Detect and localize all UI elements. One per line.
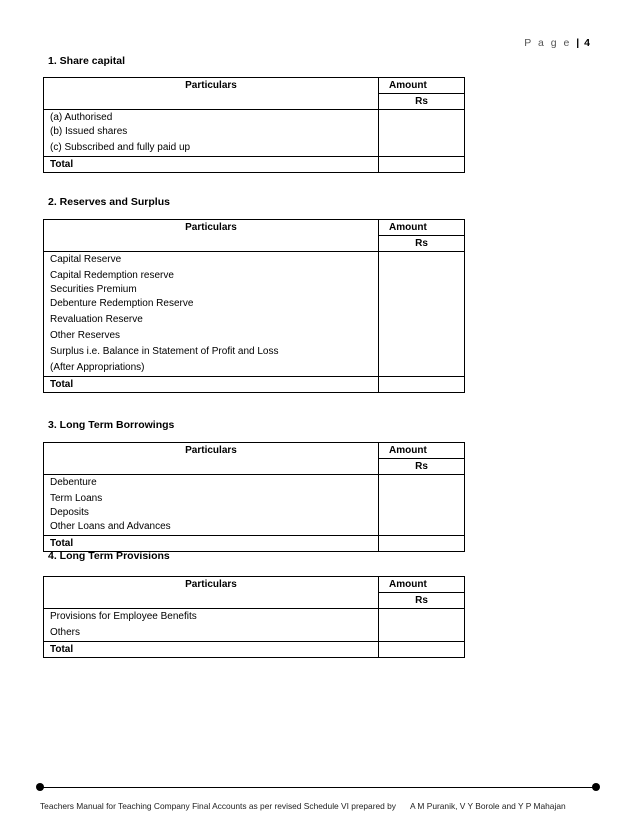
- total-amount-cell: [379, 377, 465, 393]
- footer-right-dot: [592, 783, 600, 791]
- page-number-value: 4: [584, 37, 590, 49]
- col-unit: Rs: [379, 459, 465, 475]
- total-amount-cell: [379, 642, 465, 658]
- col-unit: Rs: [379, 236, 465, 252]
- list-item: (c) Subscribed and fully paid up: [50, 142, 191, 153]
- amount-cell: [379, 252, 465, 377]
- footer-title: Teachers Manual for Teaching Company Final Accounts as per revised Schedule VI prepared by: [40, 801, 396, 811]
- total-amount-cell: [379, 536, 465, 552]
- list-item: Provisions for Employee Benefits: [50, 611, 197, 622]
- amount-cell: [379, 475, 465, 536]
- col-unit: Rs: [379, 593, 465, 609]
- section-title-long-term-borrowings: 3. Long Term Borrowings: [48, 419, 175, 431]
- col-amount: Amount: [379, 443, 465, 459]
- items-cell: [44, 475, 379, 536]
- amount-cell: [379, 110, 465, 157]
- footer-authors: A M Puranik, V Y Borole and Y P Mahajan: [409, 801, 566, 811]
- footer-text: [40, 801, 600, 811]
- share-capital-table: [43, 77, 465, 173]
- items-cell: [44, 110, 379, 157]
- list-item: Term Loans: [50, 493, 103, 504]
- list-item: Revaluation Reserve: [50, 314, 143, 325]
- page-number: P a g e | 4: [524, 37, 590, 49]
- items-cell: [44, 252, 379, 377]
- reserves-surplus-table: [43, 219, 465, 393]
- col-unit: Rs: [379, 94, 465, 110]
- total-label: Total: [44, 157, 379, 173]
- section-title-long-term-provisions: 4. Long Term Provisions: [48, 550, 170, 562]
- col-amount: Amount: [379, 220, 465, 236]
- col-amount: Amount: [379, 78, 465, 94]
- list-item: (b) Issued shares: [50, 126, 128, 137]
- section-title-reserves-surplus: 2. Reserves and Surplus: [48, 196, 170, 208]
- long-term-provisions-table: [43, 576, 465, 658]
- col-particulars: Particulars: [44, 577, 379, 593]
- section-title-share-capital: 1. Share capital: [48, 55, 126, 67]
- col-particulars: Particulars: [44, 78, 379, 94]
- items-cell: [44, 609, 379, 642]
- list-item: Other Loans and Advances: [50, 521, 171, 532]
- list-item: Other Reserves: [50, 330, 121, 341]
- list-item: Surplus i.e. Balance in Statement of Profit and Loss: [50, 346, 279, 357]
- list-item: Debenture Redemption Reserve: [50, 298, 194, 309]
- list-item: Securities Premium: [50, 284, 137, 295]
- list-item: Others: [50, 627, 81, 638]
- col-amount: Amount: [379, 577, 465, 593]
- amount-cell: [379, 609, 465, 642]
- total-label: Total: [44, 536, 379, 552]
- col-particulars: Particulars: [44, 443, 379, 459]
- long-term-borrowings-table: [43, 442, 465, 552]
- list-item: Deposits: [50, 507, 89, 518]
- list-item: (a) Authorised: [50, 112, 113, 123]
- list-item: (After Appropriations): [50, 362, 145, 373]
- footer-rule: [40, 787, 596, 788]
- total-label: Total: [44, 642, 379, 658]
- total-amount-cell: [379, 157, 465, 173]
- list-item: Capital Redemption reserve: [50, 270, 174, 281]
- list-item: Capital Reserve: [50, 254, 122, 265]
- col-particulars: Particulars: [44, 220, 379, 236]
- list-item: Debenture: [50, 477, 97, 488]
- total-label: Total: [44, 377, 379, 393]
